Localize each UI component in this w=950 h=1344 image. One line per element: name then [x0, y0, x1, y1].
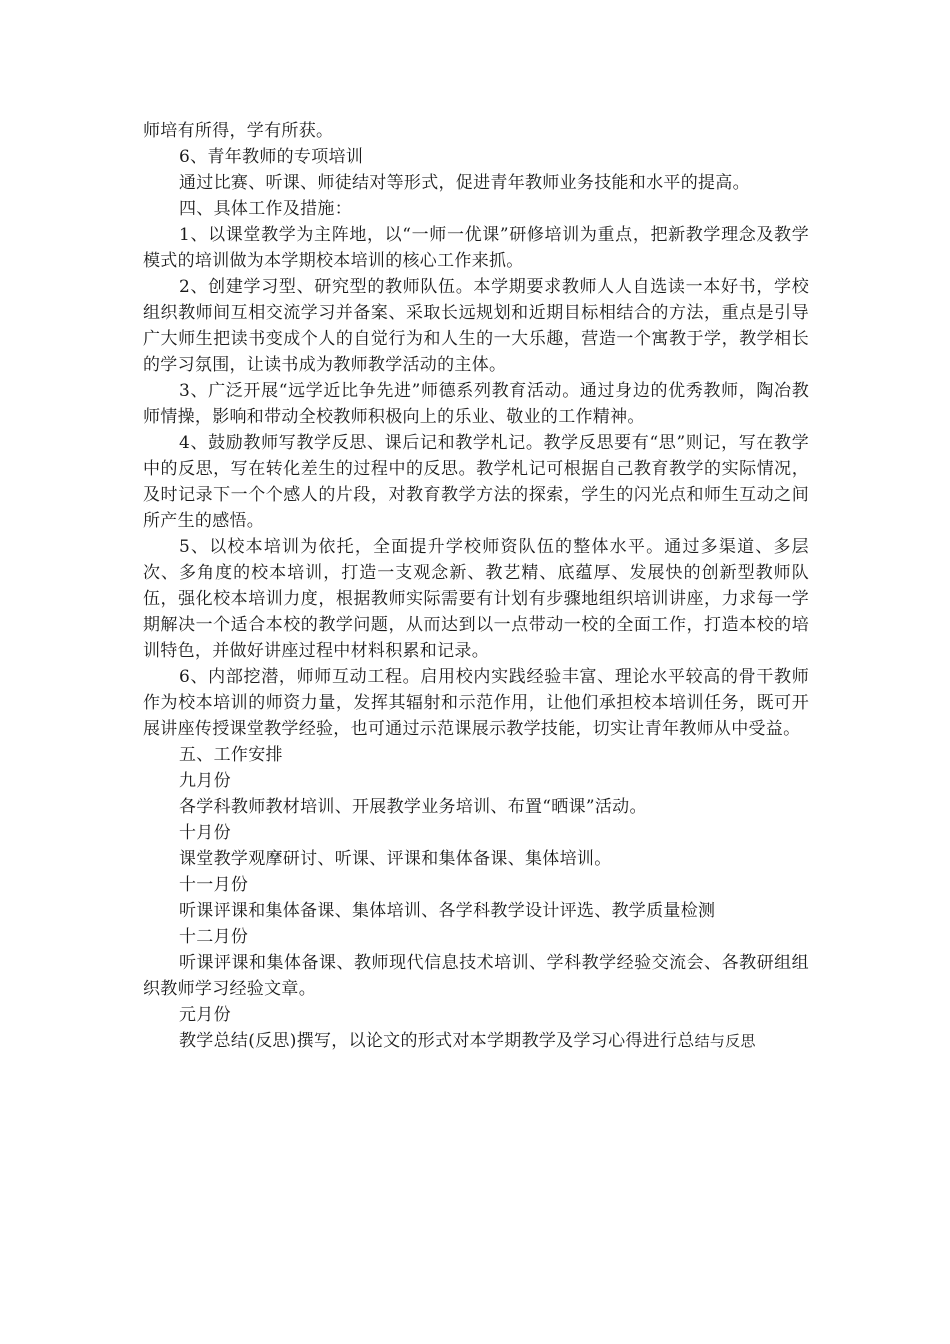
paragraph: 4、鼓励教师写教学反思、课后记和教学札记。教学反思要有“思”则记，写在教学中的反思，写在转化差生的过程中的反思。教学札记可根据自己教育教学的实际情况，及时记录下一个个感人的片段，对教育教学方法的探索，学生的闪光点和师生互动之间所产生的感悟。 [143, 433, 809, 531]
final-paragraph [143, 1028, 809, 1054]
final-paragraph-main: 教学总结(反思)撰写，以论文的形式对本学期教学及学习心得进行总 [179, 1031, 695, 1051]
paragraph: 3、广泛开展“远学近比争先进”师德系列教育活动。通过身边的优秀教师，陶冶教师情操，影响和带动全校教师积极向上的乐业、敬业的工作精神。 [143, 381, 809, 427]
paragraph: 课堂教学观摩研讨、听课、评课和集体备课、集体培训。 [179, 849, 612, 869]
paragraph: 通过比赛、听课、师徒结对等形式，促进青年教师业务技能和水平的提高。 [179, 173, 750, 193]
section-heading: 五、工作安排 [179, 745, 283, 765]
section-heading: 6、青年教师的专项培训 [179, 147, 364, 167]
month-heading: 九月份 [179, 771, 231, 791]
paragraph: 6、内部挖潜，师师互动工程。启用校内实践经验丰富、理论水平较高的骨干教师作为校本培训的师资力量，发挥其辐射和示范作用，让他们承担校本培训任务，既可开展讲座传授课堂教学经验，也可通过示范课展示教学技能，切实让青年教师从中受益。 [143, 667, 809, 739]
paragraph: 师培有所得，学有所获。 [143, 121, 334, 141]
final-paragraph-tail: 结与反思 [694, 1032, 756, 1050]
month-heading: 元月份 [179, 1005, 231, 1025]
paragraph: 5、以校本培训为依托，全面提升学校师资队伍的整体水平。通过多渠道、多层次、多角度的校本培训，打造一支观念新、教艺精、底蕴厚、发展快的创新型教师队伍，强化校本培训力度，根据教师实际需要有计划有步骤地组织培训讲座，力求每一学期解决一个适合本校的教学问题，从而达到以一点带动一校的全面工作，打造本校的培训特色，并做好讲座过程中材料积累和记录。 [143, 537, 809, 661]
paragraph: 2、创建学习型、研究型的教师队伍。本学期要求教师人人自选读一本好书，学校组织教师间互相交流学习并备案、采取长远规划和近期目标相结合的方法，重点是引导广大师生把读书变成个人的自觉行为和人生的一大乐趣，营造一个寓教于学，教学相长的学习氛围，让读书成为教师教学活动的主体。 [143, 277, 809, 375]
month-heading: 十二月份 [179, 927, 249, 947]
month-heading: 十月份 [179, 823, 231, 843]
document-body [143, 118, 809, 1054]
section-heading: 四、具体工作及措施： [179, 199, 352, 219]
paragraph: 1、以课堂教学为主阵地，以“一师一优课”研修培训为重点，把新教学理念及教学模式的培训做为本学期校本培训的核心工作来抓。 [143, 225, 809, 271]
paragraph: 听课评课和集体备课、教师现代信息技术培训、学科教学经验交流会、各教研组组织教师学习经验文章。 [143, 953, 809, 999]
paragraph: 听课评课和集体备课、集体培训、各学科教学设计评选、教学质量检测 [179, 901, 716, 921]
paragraph: 各学科教师教材培训、开展教学业务培训、布置“晒课”活动。 [179, 797, 647, 817]
month-heading: 十一月份 [179, 875, 249, 895]
